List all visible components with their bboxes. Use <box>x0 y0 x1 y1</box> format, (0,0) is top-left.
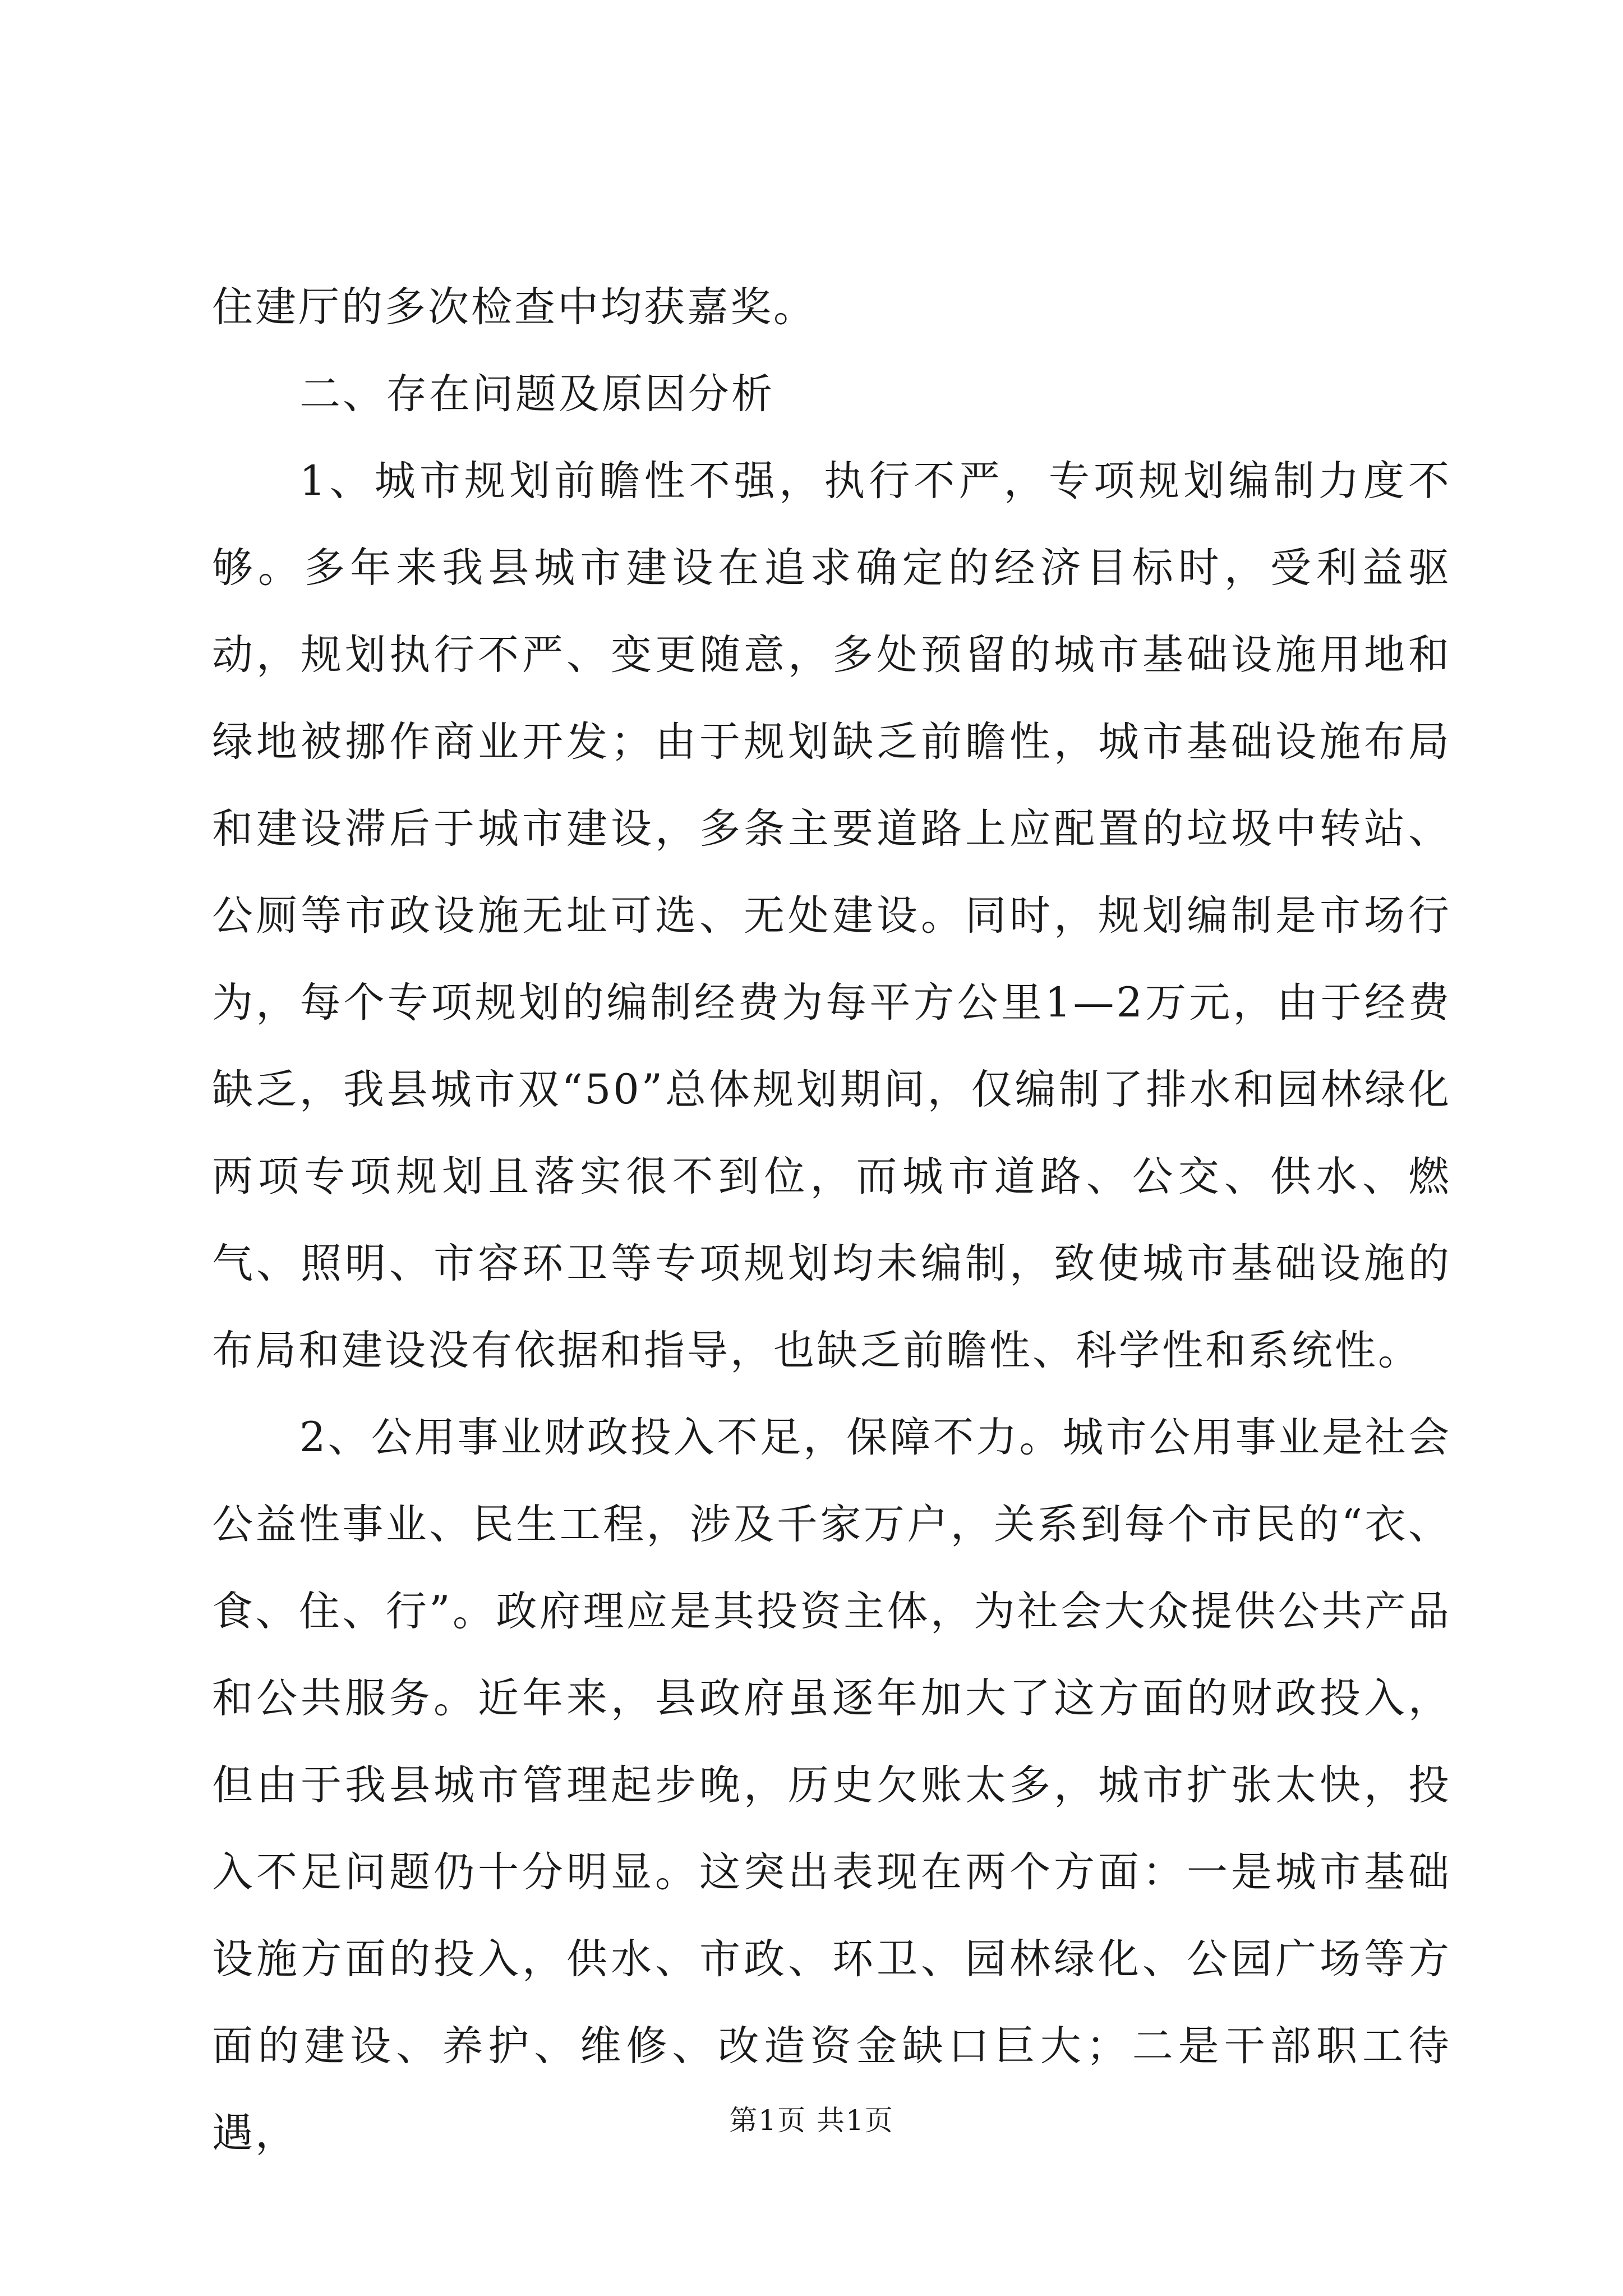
page-footer: 第1页 共1页 <box>729 2104 894 2137</box>
paragraph-funding: 2、公用事业财政投入不足，保障不力。城市公用事业是社会公益性事业、民生工程，涉及千家万户，关系到每个市民的“衣、食、住、行”。政府理应是其投资主体，为社会大众提供公共产品和公共服务。近年来，县政府虽逐年加大了这方面的财政投入，但由于我县城市管理起步晚，历史欠账太多，城市扩张太快，投入不足问题仍十分明显。这突出表现在两个方面：一是城市基础设施方面的投入，供水、市政、环卫、园林绿化、公园广场等方面的建设、养护、维修、改造资金缺口巨大；二是干部职工待遇， <box>212 1414 1451 2157</box>
paragraph-planning: 1、城市规划前瞻性不强，执行不严，专项规划编制力度不够。多年来我县城市建设在追求确定的经济目标时，受利益驱动，规划执行不严、变更随意，多处预留的城市基础设施用地和绿地被挪作商业开发；由于规划缺乏前瞻性，城市基础设施布局和建设滞后于城市建设，多条主要道路上应配置的垃圾中转站、公厕等市政设施无址可选、无处建设。同时，规划编制是市场行为，每个专项规划的编制经费为每平方公里1—2万元，由于经费缺乏，我县城市双“50”总体规划期间，仅编制了排水和园林绿化两项专项规划且落实很不到位，而城市道路、公交、供水、燃气、照明、市容环卫等专项规划均未编制，致使城市基础设施的布局和建设没有依据和指导，也缺乏前瞻性、科学性和系统性。 <box>212 457 1451 1374</box>
paragraph-continuation: 住建厅的多次检查中均获嘉奖。 <box>212 283 817 331</box>
section-heading: 二、存在问题及原因分析 <box>299 370 774 418</box>
document-body <box>212 264 1451 2177</box>
